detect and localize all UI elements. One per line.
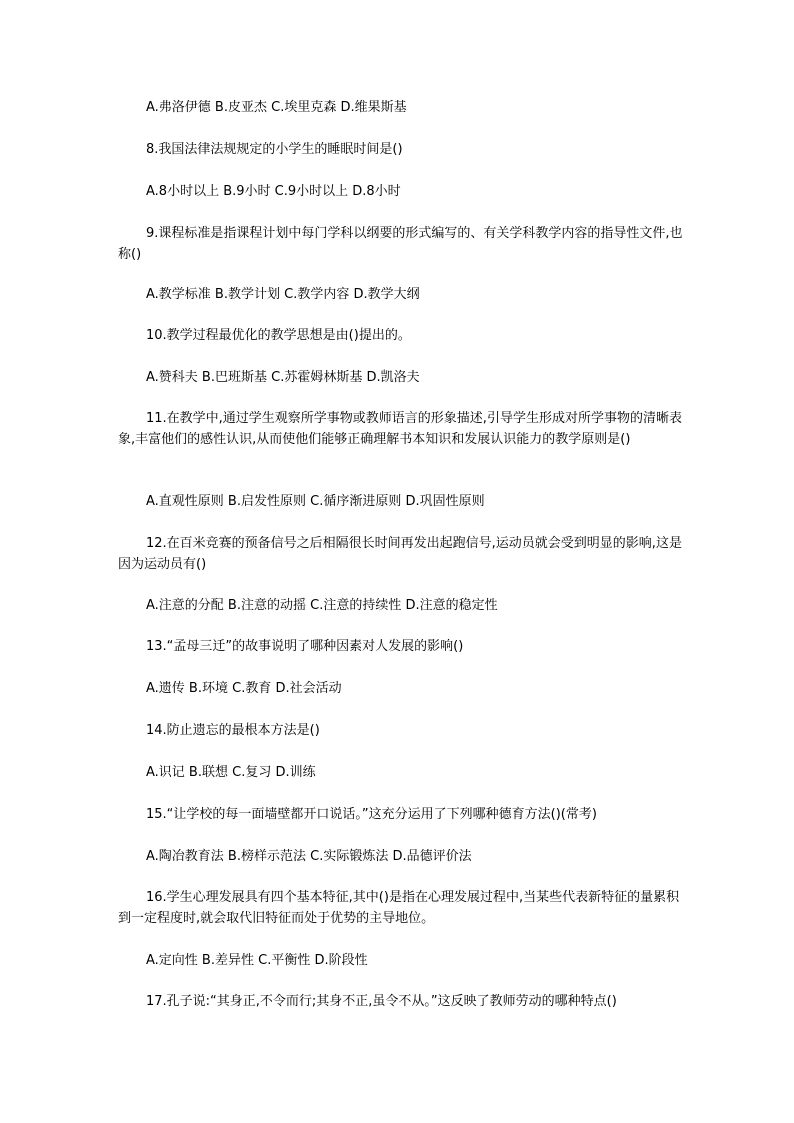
options-q8: A.8小时以上 B.9小时 C.9小时以上 D.8小时 xyxy=(146,184,401,199)
options-q14: A.识记 B.联想 C.复习 D.训练 xyxy=(146,765,316,780)
question-9: 9.课程标准是指课程计划中每门学科以纲要的形式编写的、有关学科教学内容的指导性文件,也称() xyxy=(118,226,683,262)
options-q10: A.赞科夫 B.巴班斯基 C.苏霍姆林斯基 D.凯洛夫 xyxy=(146,370,420,385)
question-15: 15.“让学校的每一面墙壁都开口说话。”这充分运用了下列哪种德育方法()(常考) xyxy=(146,807,597,822)
options-q13: A.遗传 B.环境 C.教育 D.社会活动 xyxy=(146,681,342,696)
question-8: 8.我国法律法规规定的小学生的睡眠时间是() xyxy=(146,142,403,157)
options-q15: A.陶冶教育法 B.榜样示范法 C.实际锻炼法 D.品德评价法 xyxy=(146,849,472,864)
options-q7: A.弗洛伊德 B.皮亚杰 C.埃里克森 D.维果斯基 xyxy=(146,100,407,115)
question-16: 16.学生心理发展具有四个基本特征,其中()是指在心理发展过程中,当某些代表新特征的量累积到一定程度时,就会取代旧特征而处于优势的主导地位。 xyxy=(118,890,680,926)
options-q9: A.教学标准 B.教学计划 C.教学内容 D.教学大纲 xyxy=(146,287,420,302)
question-17: 17.孔子说:“其身正,不令而行;其身不正,虽令不从。”这反映了教师劳动的哪种特点() xyxy=(146,994,617,1009)
question-12: 12.在百米竞赛的预备信号之后相隔很长时间再发出起跑信号,运动员就会受到明显的影响,这是因为运动员有() xyxy=(118,536,682,572)
options-q12: A.注意的分配 B.注意的动摇 C.注意的持续性 D.注意的稳定性 xyxy=(146,598,498,613)
question-13: 13.“孟母三迁”的故事说明了哪种因素对人发展的影响() xyxy=(146,639,464,654)
question-10: 10.教学过程最优化的教学思想是由()提出的。 xyxy=(146,328,411,343)
question-11: 11.在教学中,通过学生观察所学事物或教师语言的形象描述,引导学生形成对所学事物的清晰表象,丰富他们的感性认识,从而使他们能够正确理解书本知识和发展认识能力的教学原则是() xyxy=(118,411,682,447)
question-14: 14.防止遗忘的最根本方法是() xyxy=(146,723,320,738)
options-q16: A.定向性 B.差异性 C.平衡性 D.阶段性 xyxy=(146,953,368,968)
options-q11: A.直观性原则 B.启发性原则 C.循序渐进原则 D.巩固性原则 xyxy=(146,494,485,509)
